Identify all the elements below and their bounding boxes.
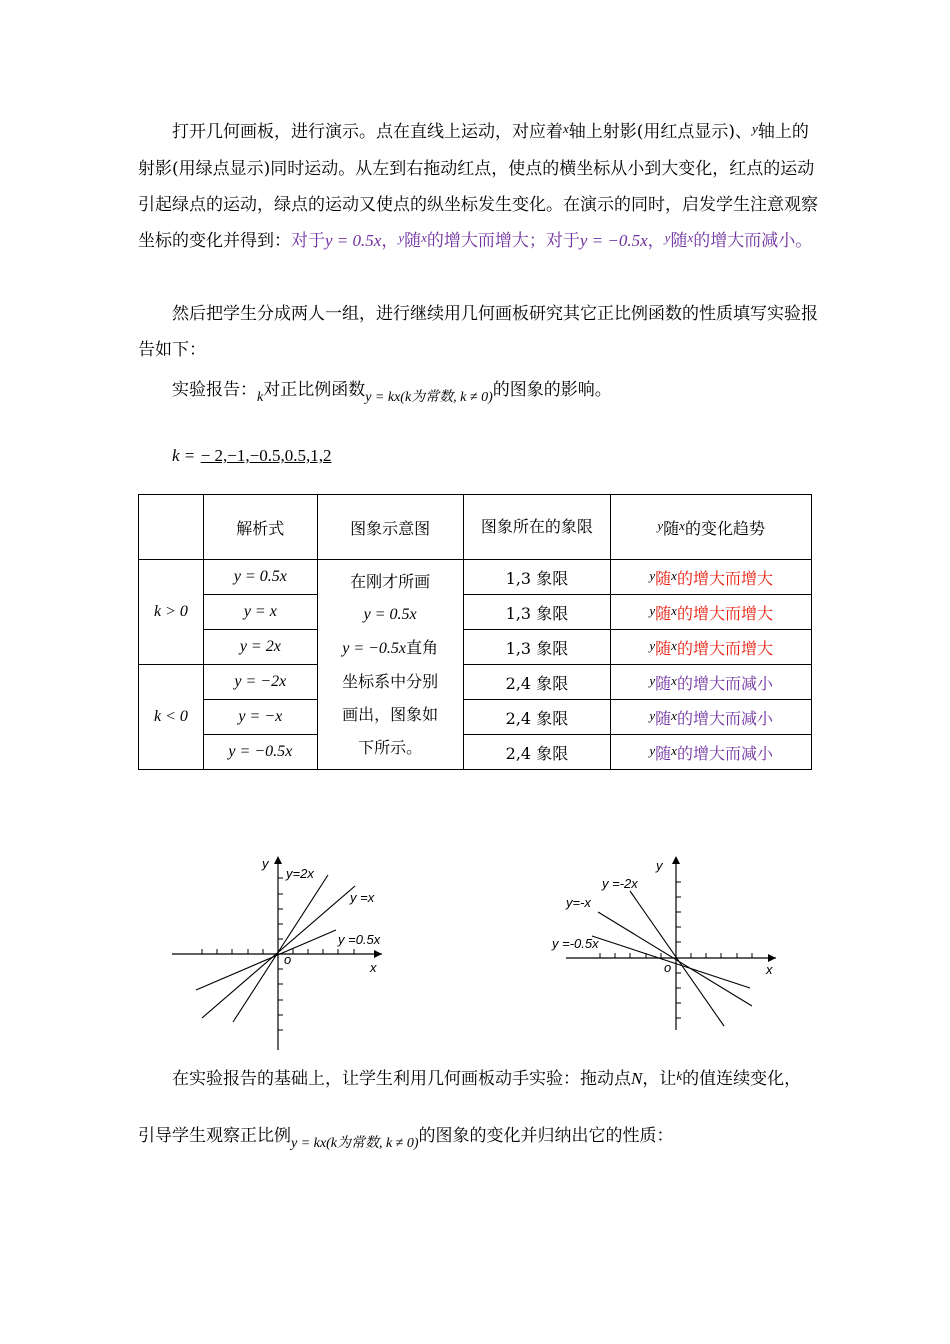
header-empty <box>139 495 204 560</box>
x-axis-label: x <box>766 962 773 977</box>
table-row <box>139 665 812 700</box>
row-expr: y = x <box>203 595 317 630</box>
intro-text-3: 轴上的射影(用绿点显示)同时运动。从左到右拖动红点，使点的横坐标从小到大变化，红点的运动引起绿点的运动，绿点的运动又使点的纵坐标发生变化。在演示的同时，启发学生注意观察坐标的变化并得到： <box>138 122 818 251</box>
line-y-0.5x <box>196 930 336 990</box>
positive-k-graph <box>160 850 400 1060</box>
para3-formula: y = kx(k为常数, k ≠ 0) <box>291 1136 419 1151</box>
var-x: x <box>563 121 569 136</box>
intro-text-1: 打开几何画板，进行演示。点在直线上运动，对应着 <box>172 122 563 142</box>
conclusion-1-pre: 对于 <box>291 231 325 251</box>
y-axis-arrow-icon <box>672 856 680 864</box>
label-y-0.5x: y =0.5x <box>338 932 381 947</box>
experiment-report-table <box>138 494 812 770</box>
conclusion-1-sep: ， <box>381 231 399 251</box>
report-title-mid: 对正比例函数 <box>263 380 366 400</box>
table-row <box>139 630 812 665</box>
report-title-pre: 实验报告： <box>172 380 257 400</box>
image-note-cell: 在刚才所画 y = 0.5x y = −0.5x直角 坐标系中分别 画出，图象如 下所示。 <box>317 560 463 770</box>
table-header-row <box>139 495 812 560</box>
conclusion-paragraph <box>138 1051 818 1166</box>
table-row <box>139 560 812 595</box>
negative-k-graph <box>540 850 790 1040</box>
origin-label: o <box>664 960 672 975</box>
para3-text-3: 的值连续变化，引导学生观察正比例 <box>138 1069 802 1146</box>
conclusion-2-sep: ， <box>647 231 665 251</box>
table-row <box>139 700 812 735</box>
table-row <box>139 595 812 630</box>
var-k: k <box>676 1068 683 1083</box>
row-expr: y = 2x <box>203 630 317 665</box>
grouping-paragraph: 然后把学生分成两人一组，进行继续用几何画板研究其它正比例函数的性质填写实验报告如下： <box>138 304 818 360</box>
report-title <box>172 372 852 410</box>
label-y-neg-x: y=-x <box>566 895 591 910</box>
row-expr: y = 0.5x <box>203 560 317 595</box>
report-title-k: k <box>257 390 264 405</box>
row-expr: y = −x <box>203 700 317 735</box>
line-y-neg-x <box>598 912 752 1006</box>
report-title-formula: y = kx(k为常数, k ≠ 0) <box>365 390 493 405</box>
row-quadrant: 1,3 象限 <box>463 630 611 665</box>
label-y-neg-0.5x: y =-0.5x <box>552 936 599 951</box>
group-k-negative: k < 0 <box>139 665 204 770</box>
intro-text-2: 轴上射影(用红点显示)、 <box>568 122 753 142</box>
conclusion-2-sui: 随 <box>670 231 688 251</box>
report-title-post: 的图象的影响。 <box>492 380 612 400</box>
y-axis-arrow-icon <box>274 856 282 864</box>
row-trend: $^y$随$^x$的增大而增大 <box>611 630 812 665</box>
conclusion-2-x: x <box>687 230 694 245</box>
point-n: N <box>631 1069 643 1088</box>
origin-label: o <box>284 952 292 967</box>
row-quadrant: 2,4 象限 <box>463 735 611 770</box>
para3-text-4: 的图象的变化并归纳出它的性质： <box>418 1126 674 1146</box>
conclusion-1-x: x <box>421 230 427 245</box>
conclusion-1-sui: 随 <box>404 231 422 251</box>
conclusion-2-eq: y = −0.5x <box>579 231 648 250</box>
table-row <box>139 735 812 770</box>
y-axis-label: y <box>656 858 663 873</box>
label-y-x: y =x <box>350 890 375 905</box>
row-trend: $^y$随$^x$的增大而增大 <box>611 560 812 595</box>
conclusion-1-eq: y = 0.5x <box>325 231 382 250</box>
row-quadrant: 1,3 象限 <box>463 595 611 630</box>
header-graph-sketch: 图象示意图 <box>317 495 463 560</box>
row-expr: y = −2x <box>203 665 317 700</box>
row-quadrant: 2,4 象限 <box>463 665 611 700</box>
header-expression: 解析式 <box>203 495 317 560</box>
para3-text-2: ，让 <box>642 1069 677 1089</box>
conclusion-2-y: y <box>664 230 671 245</box>
row-trend: $^y$随$^x$的增大而减小 <box>611 735 812 770</box>
x-axis-label: x <box>370 960 377 975</box>
k-values <box>172 446 331 466</box>
var-y: y <box>752 121 758 136</box>
label-y-neg-2x: y =-2x <box>602 876 638 891</box>
k-values-list: − 2,−1,−0.5,0.5,1,2 <box>200 446 332 465</box>
group-k-positive: k > 0 <box>139 560 204 665</box>
x-axis-arrow-icon <box>374 950 382 958</box>
header-trend: $^y$随$^x$的变化趋势 <box>611 495 812 560</box>
conclusion-1-y: y <box>398 230 405 245</box>
row-trend: $^y$随$^x$的增大而减小 <box>611 700 812 735</box>
conclusion-2-post: 的增大而减小。 <box>693 231 813 251</box>
x-axis-arrow-icon <box>768 954 776 962</box>
y-axis-label: y <box>262 856 269 871</box>
row-expr: y = −0.5x <box>203 735 317 770</box>
row-trend: $^y$随$^x$的增大而减小 <box>611 665 812 700</box>
label-y-2x: y=2x <box>286 866 314 881</box>
conclusion-1-post: 的增大而增大；对于 <box>426 231 580 251</box>
header-quadrant: 图象所在的象限 <box>463 495 611 560</box>
k-values-label: k = <box>172 446 196 465</box>
row-trend: $^y$随$^x$的增大而增大 <box>611 595 812 630</box>
para3-text-1: 在实验报告的基础上，让学生利用几何画板动手实验：拖动点 <box>172 1069 631 1089</box>
row-quadrant: 2,4 象限 <box>463 700 611 735</box>
row-quadrant: 1,3 象限 <box>463 560 611 595</box>
intro-paragraph <box>138 114 818 260</box>
